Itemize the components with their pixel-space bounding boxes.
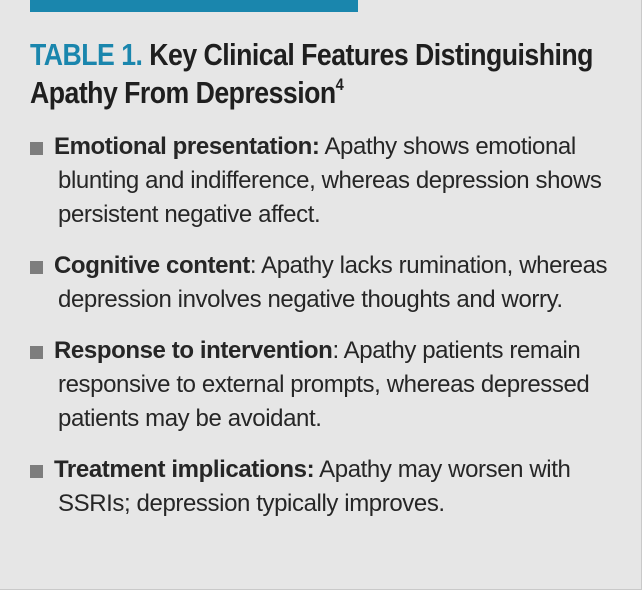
feature-description: Apathy shows emotional blunting and indifference, whereas depression shows persistent negative affect. — [58, 133, 602, 228]
table-label: TABLE 1. — [30, 37, 143, 72]
list-item — [30, 130, 630, 232]
feature-list — [30, 130, 630, 538]
list-item — [30, 453, 630, 521]
table-title-text: Key Clinical Features Distinguishing Apathy From Depression — [30, 37, 593, 110]
square-bullet-icon — [30, 346, 43, 359]
feature-description: : Apathy lacks rumination, whereas depression involves negative thoughts and worry. — [58, 252, 608, 313]
reference-superscript: 4 — [335, 74, 344, 94]
square-bullet-icon — [30, 465, 43, 478]
feature-term: Treatment implications: — [54, 456, 315, 483]
feature-description: : Apathy patients remain responsive to external prompts, whereas depressed patients may be avoidant. — [58, 337, 590, 432]
list-item — [30, 334, 630, 436]
feature-description: Apathy may worsen with SSRIs; depression typically improves. — [58, 456, 571, 517]
square-bullet-icon — [30, 142, 43, 155]
accent-bar — [30, 0, 358, 12]
list-item — [30, 249, 630, 317]
feature-term: Cognitive content — [54, 252, 250, 279]
feature-term: Emotional presentation: — [54, 133, 320, 160]
feature-term: Response to intervention — [54, 337, 333, 364]
square-bullet-icon — [30, 261, 43, 274]
table-title — [30, 36, 632, 112]
